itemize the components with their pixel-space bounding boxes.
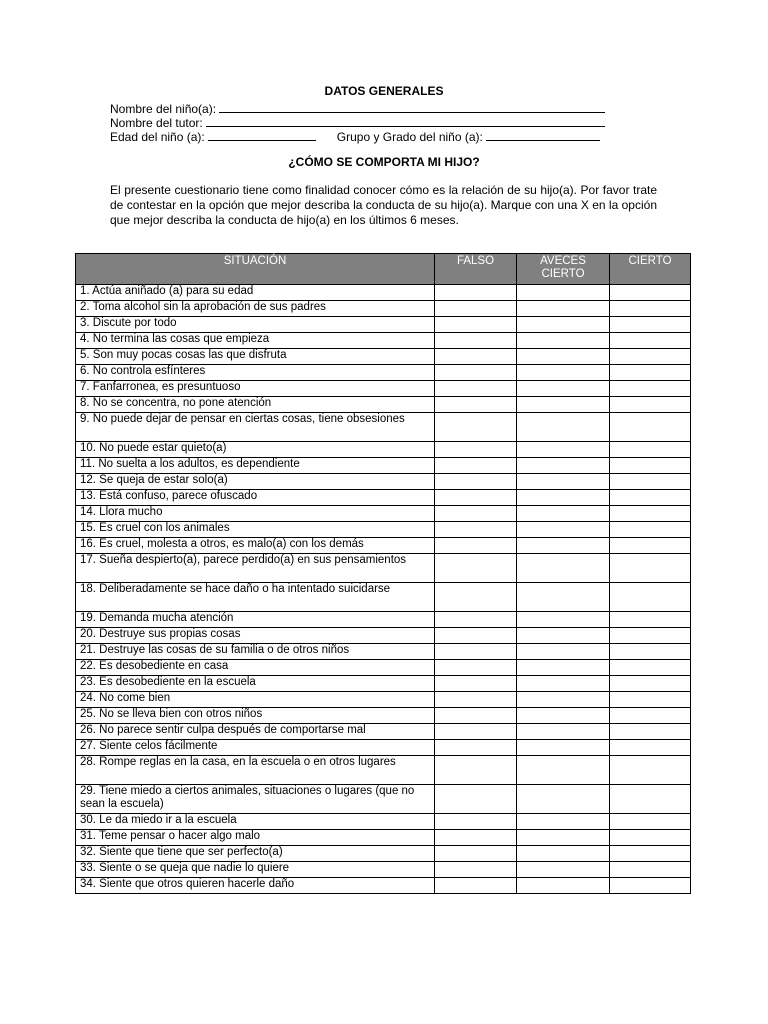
situation-cell: 3. Discute por todo — [76, 317, 435, 333]
situation-cell: 6. No controla esfínteres — [76, 365, 435, 381]
table-row — [76, 333, 691, 349]
sometimes-answer-cell[interactable] — [517, 474, 610, 490]
table-row — [76, 554, 691, 583]
tutor-name-field[interactable] — [110, 115, 605, 130]
table-row — [76, 522, 691, 538]
table-row — [76, 301, 691, 317]
table-row — [76, 644, 691, 660]
false-header: FALSO — [435, 254, 517, 285]
sometimes-answer-cell[interactable] — [517, 317, 610, 333]
group-line[interactable] — [486, 129, 600, 141]
false-answer-cell[interactable] — [435, 692, 517, 708]
false-answer-cell[interactable] — [435, 830, 517, 846]
sometimes-answer-cell[interactable] — [517, 506, 610, 522]
false-answer-cell[interactable] — [435, 301, 517, 317]
situation-cell: 8. No se concentra, no pone atención — [76, 397, 435, 413]
situation-cell: 24. No come bien — [76, 692, 435, 708]
situation-cell: 19. Demanda mucha atención — [76, 612, 435, 628]
child-name-label: Nombre del niño(a): — [110, 102, 217, 116]
table-row — [76, 583, 691, 612]
situation-cell: 17. Sueña despierto(a), parece perdido(a) en sus pensamientos — [76, 554, 435, 583]
sometimes-answer-cell[interactable] — [517, 442, 610, 458]
false-answer-cell[interactable] — [435, 583, 517, 612]
situation-header: SITUACIÓN — [76, 254, 435, 285]
true-answer-cell[interactable] — [610, 506, 691, 522]
table-row — [76, 756, 691, 785]
general-data-title: DATOS GENERALES — [324, 84, 444, 98]
true-answer-cell[interactable] — [610, 301, 691, 317]
tutor-name-label: Nombre del tutor: — [110, 116, 203, 130]
true-answer-cell[interactable] — [610, 724, 691, 740]
false-answer-cell[interactable] — [435, 785, 517, 814]
table-row — [76, 612, 691, 628]
sometimes-answer-cell[interactable] — [517, 644, 610, 660]
behavior-table — [75, 253, 691, 894]
true-answer-cell[interactable] — [610, 538, 691, 554]
true-answer-cell[interactable] — [610, 814, 691, 830]
table-row — [76, 878, 691, 894]
false-answer-cell[interactable] — [435, 538, 517, 554]
sometimes-answer-cell[interactable] — [517, 333, 610, 349]
sometimes-answer-cell[interactable] — [517, 365, 610, 381]
false-answer-cell[interactable] — [435, 474, 517, 490]
situation-cell: 5. Son muy pocas cosas las que disfruta — [76, 349, 435, 365]
table-row — [76, 814, 691, 830]
true-answer-cell[interactable] — [610, 846, 691, 862]
situation-cell: 12. Se queja de estar solo(a) — [76, 474, 435, 490]
situation-cell: 10. No puede estar quieto(a) — [76, 442, 435, 458]
tutor-name-line[interactable] — [206, 115, 605, 127]
situation-cell: 2. Toma alcohol sin la aprobación de sus padres — [76, 301, 435, 317]
sometimes-answer-cell[interactable] — [517, 740, 610, 756]
situation-cell: 22. Es desobediente en casa — [76, 660, 435, 676]
sometimes-answer-cell[interactable] — [517, 522, 610, 538]
true-answer-cell[interactable] — [610, 740, 691, 756]
situation-cell: 30. Le da miedo ir a la escuela — [76, 814, 435, 830]
table-row — [76, 490, 691, 506]
situation-cell: 13. Está confuso, parece ofuscado — [76, 490, 435, 506]
false-answer-cell[interactable] — [435, 724, 517, 740]
true-answer-cell[interactable] — [610, 660, 691, 676]
situation-cell: 23. Es desobediente en la escuela — [76, 676, 435, 692]
table-row — [76, 785, 691, 814]
situation-cell: 1. Actúa aniñado (a) para su edad — [76, 285, 435, 301]
child-name-line[interactable] — [219, 101, 605, 113]
sometimes-header-line2: CIERTO — [541, 268, 585, 280]
true-answer-cell[interactable] — [610, 333, 691, 349]
sometimes-answer-cell[interactable] — [517, 814, 610, 830]
table-row — [76, 317, 691, 333]
true-answer-cell[interactable] — [610, 628, 691, 644]
situation-cell: 9. No puede dejar de pensar en ciertas cosas, tiene obsesiones — [76, 413, 435, 442]
true-answer-cell[interactable] — [610, 458, 691, 474]
false-answer-cell[interactable] — [435, 814, 517, 830]
sometimes-answer-cell[interactable] — [517, 830, 610, 846]
true-answer-cell[interactable] — [610, 554, 691, 583]
false-answer-cell[interactable] — [435, 676, 517, 692]
group-label: Grupo y Grado del niño (a): — [336, 130, 483, 144]
true-answer-cell[interactable] — [610, 413, 691, 442]
situation-cell: 21. Destruye las cosas de su familia o de otros niños — [76, 644, 435, 660]
table-row — [76, 381, 691, 397]
situation-cell: 31. Teme pensar o hacer algo malo — [76, 830, 435, 846]
false-answer-cell[interactable] — [435, 878, 517, 894]
true-answer-cell[interactable] — [610, 676, 691, 692]
true-answer-cell[interactable] — [610, 583, 691, 612]
false-answer-cell[interactable] — [435, 333, 517, 349]
situation-cell: 33. Siente o se queja que nadie lo quiere — [76, 862, 435, 878]
sometimes-answer-cell[interactable] — [517, 301, 610, 317]
sometimes-answer-cell[interactable] — [517, 285, 610, 301]
situation-cell: 14. Llora mucho — [76, 506, 435, 522]
sometimes-answer-cell[interactable] — [517, 538, 610, 554]
sometimes-answer-cell[interactable] — [517, 413, 610, 442]
true-answer-cell[interactable] — [610, 644, 691, 660]
table-row — [76, 676, 691, 692]
table-row — [76, 474, 691, 490]
age-group-field[interactable] — [110, 129, 600, 144]
situation-cell: 15. Es cruel con los animales — [76, 522, 435, 538]
false-answer-cell[interactable] — [435, 862, 517, 878]
true-answer-cell[interactable] — [610, 490, 691, 506]
false-answer-cell[interactable] — [435, 413, 517, 442]
table-row — [76, 397, 691, 413]
sometimes-answer-cell[interactable] — [517, 381, 610, 397]
sometimes-answer-cell[interactable] — [517, 490, 610, 506]
situation-cell: 26. No parece sentir culpa después de comportarse mal — [76, 724, 435, 740]
table-row — [76, 708, 691, 724]
false-answer-cell[interactable] — [435, 365, 517, 381]
true-answer-cell[interactable] — [610, 612, 691, 628]
true-answer-cell[interactable] — [610, 442, 691, 458]
false-answer-cell[interactable] — [435, 660, 517, 676]
situation-cell: 4. No termina las cosas que empieza — [76, 333, 435, 349]
false-answer-cell[interactable] — [435, 708, 517, 724]
true-answer-cell[interactable] — [610, 522, 691, 538]
true-answer-cell[interactable] — [610, 381, 691, 397]
child-name-field[interactable] — [110, 101, 605, 116]
false-answer-cell[interactable] — [435, 317, 517, 333]
true-answer-cell[interactable] — [610, 756, 691, 785]
true-answer-cell[interactable] — [610, 285, 691, 301]
false-answer-cell[interactable] — [435, 522, 517, 538]
sometimes-answer-cell[interactable] — [517, 676, 610, 692]
sometimes-answer-cell[interactable] — [517, 724, 610, 740]
situation-cell: 16. Es cruel, molesta a otros, es malo(a) con los demás — [76, 538, 435, 554]
sometimes-answer-cell[interactable] — [517, 458, 610, 474]
table-row — [76, 724, 691, 740]
table-row — [76, 846, 691, 862]
table-header-row — [76, 254, 691, 285]
table-row — [76, 740, 691, 756]
table-row — [76, 285, 691, 301]
question-title: ¿CÓMO SE COMPORTA MI HIJO? — [288, 155, 480, 169]
table-row — [76, 349, 691, 365]
true-answer-cell[interactable] — [610, 830, 691, 846]
false-answer-cell[interactable] — [435, 397, 517, 413]
table-row — [76, 365, 691, 381]
sometimes-answer-cell[interactable] — [517, 708, 610, 724]
situation-cell: 28. Rompe reglas en la casa, en la escuela o en otros lugares — [76, 756, 435, 785]
false-answer-cell[interactable] — [435, 349, 517, 365]
true-answer-cell[interactable] — [610, 397, 691, 413]
age-line[interactable] — [208, 129, 316, 141]
table-row — [76, 862, 691, 878]
sometimes-answer-cell[interactable] — [517, 756, 610, 785]
sometimes-answer-cell[interactable] — [517, 660, 610, 676]
situation-cell: 18. Deliberadamente se hace daño o ha intentado suicidarse — [76, 583, 435, 612]
true-answer-cell[interactable] — [610, 474, 691, 490]
table-row — [76, 458, 691, 474]
false-answer-cell[interactable] — [435, 442, 517, 458]
sometimes-header — [517, 254, 610, 285]
false-answer-cell[interactable] — [435, 506, 517, 522]
true-answer-cell[interactable] — [610, 708, 691, 724]
situation-cell: 34. Siente que otros quieren hacerle daño — [76, 878, 435, 894]
table-row — [76, 442, 691, 458]
false-answer-cell[interactable] — [435, 644, 517, 660]
true-answer-cell[interactable] — [610, 365, 691, 381]
false-answer-cell[interactable] — [435, 554, 517, 583]
table-body — [76, 285, 691, 894]
table-row — [76, 692, 691, 708]
sometimes-header-line1: AVECES — [540, 255, 586, 267]
true-header: CIERTO — [610, 254, 691, 285]
table-row — [76, 660, 691, 676]
sometimes-answer-cell[interactable] — [517, 583, 610, 612]
false-answer-cell[interactable] — [435, 381, 517, 397]
situation-cell: 20. Destruye sus propias cosas — [76, 628, 435, 644]
false-answer-cell[interactable] — [435, 756, 517, 785]
false-answer-cell[interactable] — [435, 490, 517, 506]
false-answer-cell[interactable] — [435, 740, 517, 756]
intro-text: El presente cuestionario tiene como finalidad conocer cómo es la relación de su hijo(a). Por favor trate de contestar en la opción que mejor describa la conducta de su hijo(a). Marque con una X en la opción que mejor describa la conducta de hijo(a) en los últimos 6 meses. — [110, 183, 657, 227]
situation-cell: 29. Tiene miedo a ciertos animales, situaciones o lugares (que no sean la escuela) — [76, 785, 435, 814]
situation-cell: 11. No suelta a los adultos, es dependiente — [76, 458, 435, 474]
true-answer-cell[interactable] — [610, 692, 691, 708]
sometimes-answer-cell[interactable] — [517, 628, 610, 644]
situation-cell: 32. Siente que tiene que ser perfecto(a) — [76, 846, 435, 862]
sometimes-answer-cell[interactable] — [517, 846, 610, 862]
sometimes-answer-cell[interactable] — [517, 554, 610, 583]
age-label: Edad del niño (a): — [110, 130, 205, 144]
true-answer-cell[interactable] — [610, 878, 691, 894]
table-row — [76, 538, 691, 554]
sometimes-answer-cell[interactable] — [517, 349, 610, 365]
false-answer-cell[interactable] — [435, 458, 517, 474]
true-answer-cell[interactable] — [610, 349, 691, 365]
table-row — [76, 413, 691, 442]
true-answer-cell[interactable] — [610, 862, 691, 878]
sometimes-answer-cell[interactable] — [517, 878, 610, 894]
false-answer-cell[interactable] — [435, 846, 517, 862]
sometimes-answer-cell[interactable] — [517, 692, 610, 708]
false-answer-cell[interactable] — [435, 285, 517, 301]
false-answer-cell[interactable] — [435, 612, 517, 628]
true-answer-cell[interactable] — [610, 317, 691, 333]
sometimes-answer-cell[interactable] — [517, 397, 610, 413]
situation-cell: 25. No se lleva bien con otros niños — [76, 708, 435, 724]
sometimes-answer-cell[interactable] — [517, 862, 610, 878]
table-row — [76, 830, 691, 846]
true-answer-cell[interactable] — [610, 785, 691, 814]
sometimes-answer-cell[interactable] — [517, 785, 610, 814]
table-row — [76, 628, 691, 644]
sometimes-answer-cell[interactable] — [517, 612, 610, 628]
false-answer-cell[interactable] — [435, 628, 517, 644]
situation-cell: 27. Siente celos fácilmente — [76, 740, 435, 756]
table-row — [76, 506, 691, 522]
situation-cell: 7. Fanfarronea, es presuntuoso — [76, 381, 435, 397]
